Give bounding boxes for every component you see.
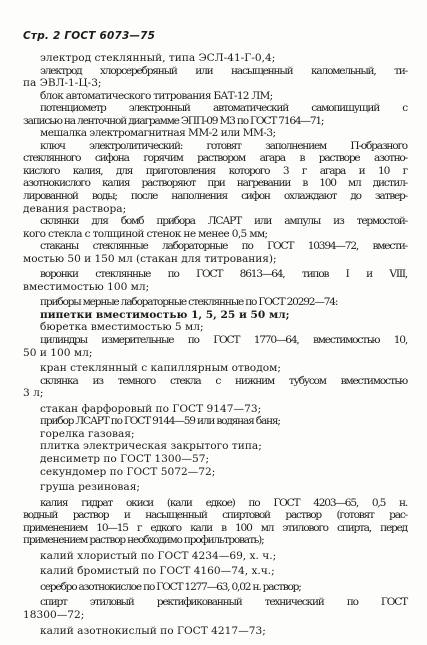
paragraph-potassium-nitrate: [23, 625, 407, 638]
text-line: груша резиновая;: [40, 481, 140, 494]
text-line: кого стекла с толщиной стенок не менее 0,5 мм;: [23, 227, 268, 240]
paragraph-stopwatch: [23, 466, 407, 479]
text-line: применением 10—15 г едкого кали в 100 мл этилового спирта, перед: [23, 521, 407, 534]
text-line: стеклянного сифона горячим раствором агара в растворе азотно-: [23, 152, 407, 165]
text-line: записью на ленточной диаграмме ЭПП-09 М3 по ГОСТ 7164—71;: [23, 114, 324, 127]
text-line: лированной воды; после наполнения сифон охлаждают до затвер-: [23, 190, 407, 203]
paragraph-potassium-hydroxide: [23, 497, 407, 547]
paragraph-potassium-chloride: [23, 550, 407, 563]
text-line: спирт этиловый ректификованный технический по ГОСТ: [40, 596, 407, 609]
paragraph-rubber-bulb: [23, 481, 407, 494]
text-line: девания раствора;: [23, 202, 127, 215]
text-line: электрод хлорсеребряный или насыщенный каломельный, ти-: [40, 64, 407, 77]
paragraph-hot-plate: [23, 440, 407, 453]
text-line: калий хлористый по ГОСТ 4234—69, х. ч.;: [40, 549, 277, 562]
paragraph-pipettes: [23, 309, 407, 322]
paragraph-gas-burner: [23, 428, 407, 441]
text-line: склянки для бомб прибора ЛСАРТ или ампулы из термостой-: [40, 215, 407, 228]
paragraph-porcelain-beaker: [23, 403, 407, 416]
text-line: потенциометр электронный автоматический самопишущий с: [40, 102, 407, 115]
text-line: 50 и 100 мл;: [23, 346, 93, 359]
paragraph-titration-block: [23, 90, 407, 103]
text-line: кран стеклянный с капиллярным отводом;: [40, 362, 281, 375]
paragraph-measuring-glassware: [23, 296, 407, 309]
text-line: азотнокислого калия растворяют при нагревании в 100 мл дистил-: [23, 177, 407, 190]
text-line: калия гидрат окиси (кали едкое) по ГОСТ 4203—65, 0,5 н.: [40, 496, 407, 509]
text-line: кислого калия, для приготовления которого 3 г агара и 10 г: [23, 164, 407, 177]
paragraph-stopcock: [23, 362, 407, 375]
paragraph-burette: [23, 321, 407, 334]
text-line: пипетки вместимостью 1, 5, 25 и 50 мл;: [40, 308, 290, 321]
text-line: водный раствор и насыщенный спиртовой раствор (готовят рас-: [23, 509, 407, 522]
text-line: плитка электрическая закрытого типа;: [40, 440, 262, 453]
paragraph-densimeter: [23, 453, 407, 466]
text-line: стакан фарфоровый по ГОСТ 9147—73;: [40, 402, 262, 415]
text-line: ключ электролитический: готовят заполнением П-образного: [40, 139, 407, 152]
paragraph-salt-bridge: [23, 140, 407, 215]
text-line: прибор ЛСАРТ по ГОСТ 9144—59 или водяная баня;: [40, 415, 280, 428]
text-line: блок автоматического титрования БАТ-12 ЛМ;: [40, 89, 273, 102]
text-line: калий бромистый по ГОСТ 4160—74, х.ч.;: [40, 565, 275, 578]
text-line: применением раствор необходимо профильтровать);: [23, 534, 264, 547]
paragraph-potentiometer: [23, 102, 407, 127]
text-line: па ЭВЛ-1-Ц-3;: [23, 77, 102, 90]
paragraph-electrode-glass: [23, 52, 407, 65]
text-line: 18300—72;: [23, 608, 85, 621]
text-line: 3 л;: [23, 387, 44, 400]
document-body: [23, 52, 407, 637]
text-line: мешалка электромагнитная ММ-2 или ММ-3;: [40, 127, 276, 140]
paragraph-lsart-device: [23, 415, 407, 428]
text-line: горелка газовая;: [40, 427, 135, 440]
text-line: секундомер по ГОСТ 5072—72;: [40, 465, 216, 478]
text-line: вместимостью 100 мл;: [23, 280, 150, 293]
text-line: денсиметр по ГОСТ 1300—57;: [40, 452, 210, 465]
text-line: бюретка вместимостью 5 мл;: [40, 321, 204, 334]
page-header: Стр. 2 ГОСТ 6073—75: [23, 30, 156, 42]
text-line: стаканы стеклянные лабораторные по ГОСТ 10394—72, вмести-: [40, 240, 407, 253]
text-line: серебро азотнокислое по ГОСТ 1277—63, 0,02 н. раствор;: [40, 580, 301, 593]
paragraph-ethyl-alcohol: [23, 596, 407, 621]
text-line: мостью 50 и 150 мл (стакан для титрования);: [23, 252, 277, 265]
paragraph-stirrer: [23, 127, 407, 140]
text-line: электрод стеклянный, типа ЭСЛ-41-Г-0,4;: [40, 52, 276, 64]
text-line: приборы мерные лабораторные стеклянные по ГОСТ 20292—74:: [40, 296, 338, 309]
paragraph-bomb-flasks: [23, 215, 407, 240]
text-line: воронки стеклянные по ГОСТ 8613—64, типов I и VIII,: [40, 268, 407, 281]
paragraph-beakers: [23, 240, 407, 265]
paragraph-funnels: [23, 268, 407, 293]
paragraph-electrode-silver-chloride: [23, 65, 407, 90]
paragraph-silver-nitrate: [23, 581, 407, 594]
paragraph-potassium-bromide: [23, 565, 407, 578]
text-line: цилиндры измерительные по ГОСТ 1770—64, вместимостью 10,: [40, 334, 407, 347]
paragraph-dark-bottle: [23, 375, 407, 400]
paragraph-cylinders: [23, 334, 407, 359]
text-line: склянка из темного стекла с нижним тубусом вместимостью: [40, 374, 407, 387]
text-line: калий азотнокислый по ГОСТ 4217—73;: [40, 624, 266, 637]
